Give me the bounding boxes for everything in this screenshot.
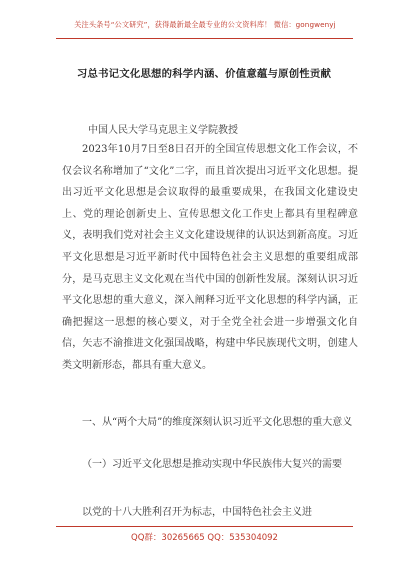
footer-contact: QQ群：30265665 QQ：535304092 — [131, 533, 278, 543]
header-divider — [56, 38, 353, 39]
subsection-heading: （一）习近平文化思想是推动实现中华民族伟大复兴的需要 — [82, 459, 342, 470]
body-paragraph: 2023年10月7日至8日召开的全国宣传思想文化工作会议，不仅会议名称增加了“文化”二字，而且首次提出习近平文化思想。提出习近平文化思想是会议取得的最重要成果，在我国文化建设史上、党的理论创新史上、宣传思想文化工作史上都具有里程碑意义，表明我们党对社会主义文化建设规律的认识达到新高度。习近平文化思想是习近平新时代中国特色社会主义思想的重要组成部分，是马克思主义文化观在当代中国的创新性发展。深刻认识习近平文化思想的重大意义，深入阐释习近平文化思想的科学内涵，正确把握这一思想的核心要义，对于全党全社会进一步增强文化自信，矢志不渝推进文化强国战略，构建中华民族现代文明，创建人类文明新形态，都具有重大意义。 — [62, 144, 358, 371]
section-heading: 一、从“两个大局”的维度深刻认识习近平文化思想的重大意义 — [82, 417, 353, 428]
footer-divider — [56, 526, 353, 527]
body-paragraph-continued: 以党的十八大胜利召开为标志，中国特色社会主义进 — [82, 507, 312, 518]
header-banner: 关注头条号“公文研究”，获得最新最全最专业的公文资料库！ 微信：gongwenyj — [74, 20, 336, 29]
document-title: 习总书记文化思想的科学内涵、价值意蕴与原创性贡献 — [76, 68, 332, 80]
author-affiliation: 中国人民大学马克思主义学院教授 — [88, 125, 238, 136]
